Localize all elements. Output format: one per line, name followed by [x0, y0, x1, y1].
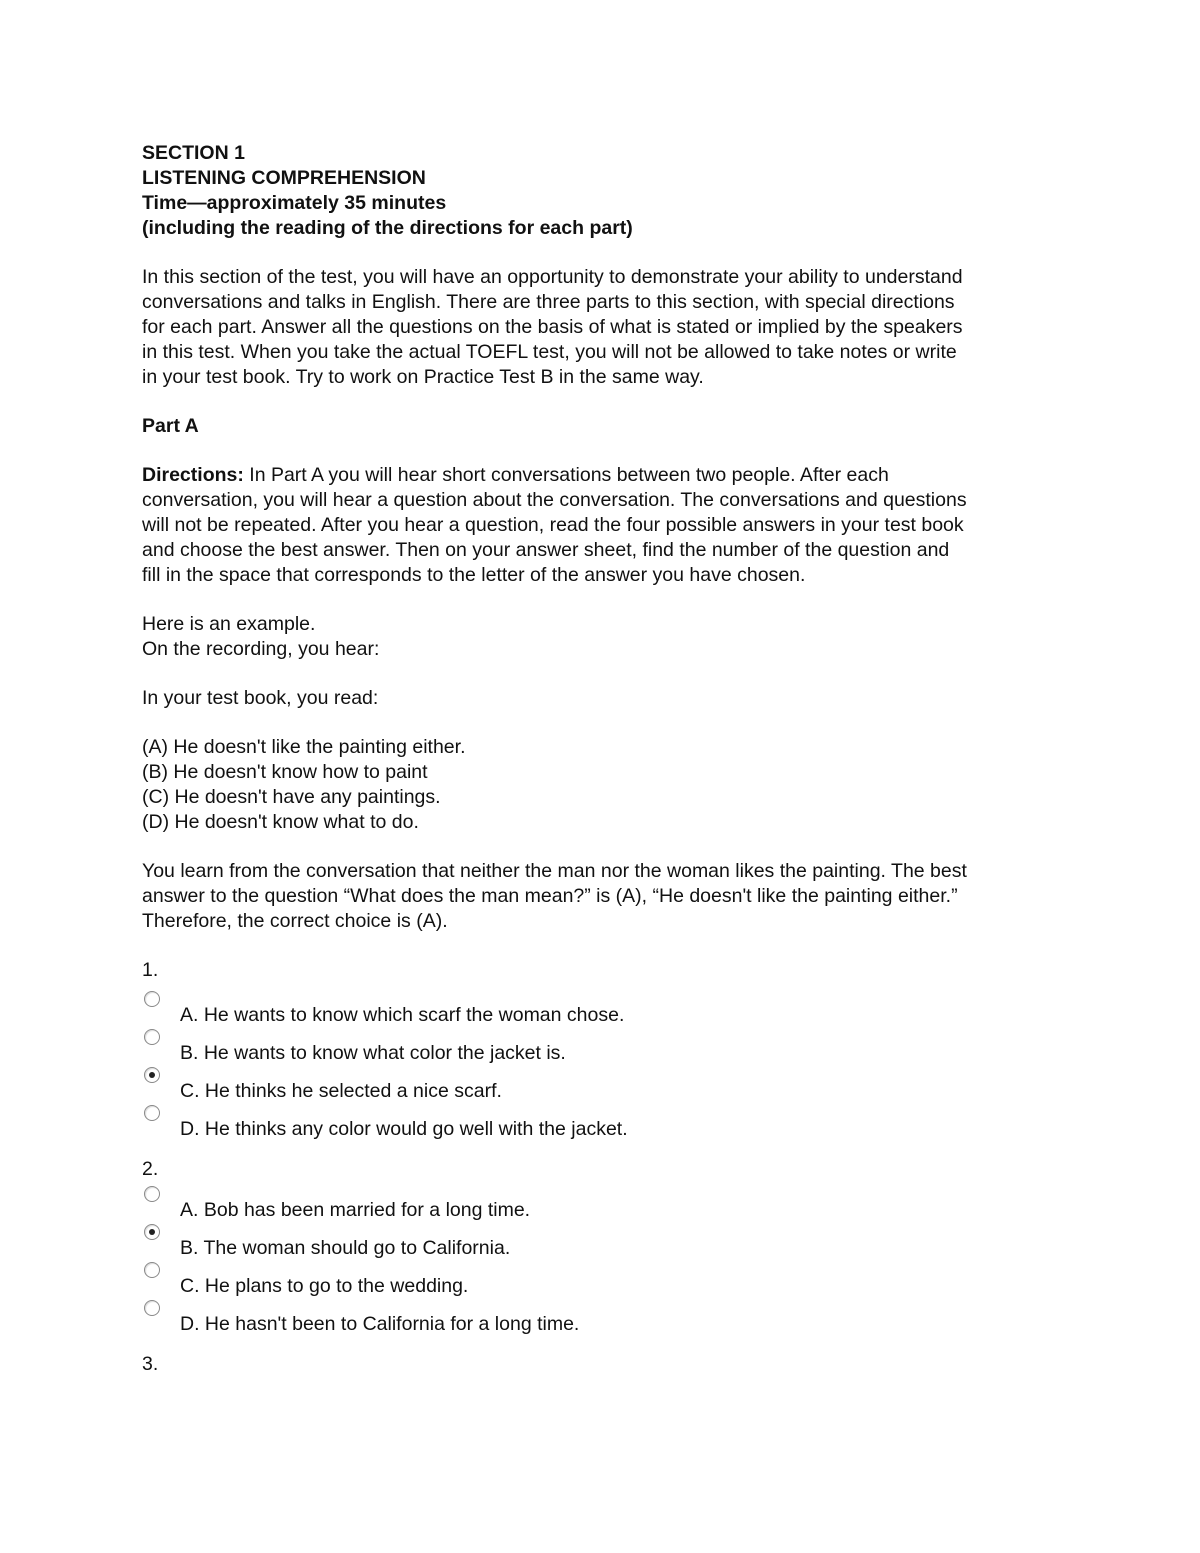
question-number: 2. — [142, 1158, 159, 1180]
example-recording: On the recording, you hear: — [142, 638, 380, 660]
intro-line: in your test book. Try to work on Practice Test B in the same way. — [142, 366, 704, 388]
directions-text: In Part A you will hear short conversations between two people. After each — [243, 464, 889, 486]
radio-button[interactable] — [144, 1029, 160, 1045]
part-title: Part A — [142, 415, 199, 437]
answer-option-a[interactable] — [142, 1186, 1082, 1224]
example-option: (A) He doesn't like the painting either. — [142, 736, 466, 758]
example-explanation — [142, 859, 1082, 934]
radio-button-selected[interactable] — [144, 1224, 160, 1240]
answer-option-c[interactable] — [142, 1262, 1082, 1300]
time-note: (including the reading of the directions for each part) — [142, 217, 633, 239]
answer-option-b[interactable] — [142, 1029, 1082, 1067]
answer-label: D. He thinks any color would go well with the jacket. — [180, 1118, 628, 1140]
answer-label: B. He wants to know what color the jacket is. — [180, 1042, 566, 1064]
answer-label: D. He hasn't been to California for a long time. — [180, 1313, 580, 1335]
intro-line: in this test. When you take the actual TOEFL test, you will not be allowed to take notes or write — [142, 341, 957, 363]
question-number: 1. — [142, 959, 159, 981]
answer-label: B. The woman should go to California. — [180, 1237, 511, 1259]
answer-option-d[interactable] — [142, 1105, 1082, 1143]
question-1 — [142, 958, 1082, 1143]
radio-button[interactable] — [144, 1186, 160, 1202]
answer-option-c[interactable] — [142, 1067, 1082, 1105]
example-option: (D) He doesn't know what to do. — [142, 811, 419, 833]
explanation-line: You learn from the conversation that neither the man nor the woman likes the painting. The best — [142, 860, 967, 882]
question-3 — [142, 1352, 1082, 1377]
time-limit: Time—approximately 35 minutes — [142, 192, 447, 214]
answer-option-a[interactable] — [142, 991, 1082, 1029]
directions-line: conversation, you will hear a question about the conversation. The conversations and questions — [142, 489, 967, 511]
directions-label: Directions: — [142, 464, 244, 486]
radio-button[interactable] — [144, 1105, 160, 1121]
explanation-line: Therefore, the correct choice is (A). — [142, 910, 448, 932]
intro-line: In this section of the test, you will have an opportunity to demonstrate your ability to understand — [142, 266, 963, 288]
example-option: (C) He doesn't have any paintings. — [142, 786, 441, 808]
answer-label: A. Bob has been married for a long time. — [180, 1199, 531, 1221]
answer-option-d[interactable] — [142, 1300, 1082, 1338]
radio-button[interactable] — [144, 991, 160, 1007]
explanation-line: answer to the question “What does the man mean?” is (A), “He doesn't like the painting either.” — [142, 885, 958, 907]
document-page — [142, 141, 1082, 1377]
intro-line: for each part. Answer all the questions on the basis of what is stated or implied by the speakers — [142, 316, 963, 338]
question-2 — [142, 1157, 1082, 1338]
example-intro: Here is an example. — [142, 613, 316, 635]
answer-label: A. He wants to know which scarf the woman chose. — [180, 1004, 625, 1026]
answer-options — [142, 1186, 1082, 1338]
intro-line: conversations and talks in English. There are three parts to this section, with special directions — [142, 291, 955, 313]
section-title: LISTENING COMPREHENSION — [142, 167, 426, 189]
directions-line — [142, 463, 1082, 488]
answer-option-b[interactable] — [142, 1224, 1082, 1262]
answer-options — [142, 991, 1082, 1143]
answer-label: C. He plans to go to the wedding. — [180, 1275, 469, 1297]
directions-line: will not be repeated. After you hear a question, read the four possible answers in your test book — [142, 514, 964, 536]
question-number: 3. — [142, 1353, 159, 1375]
example-options — [142, 735, 1082, 835]
directions-line: and choose the best answer. Then on your answer sheet, find the number of the question and — [142, 539, 950, 561]
answer-label: C. He thinks he selected a nice scarf. — [180, 1080, 502, 1102]
directions-line: fill in the space that corresponds to the letter of the answer you have chosen. — [142, 564, 806, 586]
example-option: (B) He doesn't know how to paint — [142, 761, 428, 783]
section-label: SECTION 1 — [142, 142, 245, 164]
radio-button[interactable] — [144, 1262, 160, 1278]
example-read: In your test book, you read: — [142, 687, 379, 709]
radio-button-selected[interactable] — [144, 1067, 160, 1083]
intro-paragraph — [142, 265, 1082, 390]
radio-button[interactable] — [144, 1300, 160, 1316]
directions-paragraph — [142, 463, 1082, 588]
